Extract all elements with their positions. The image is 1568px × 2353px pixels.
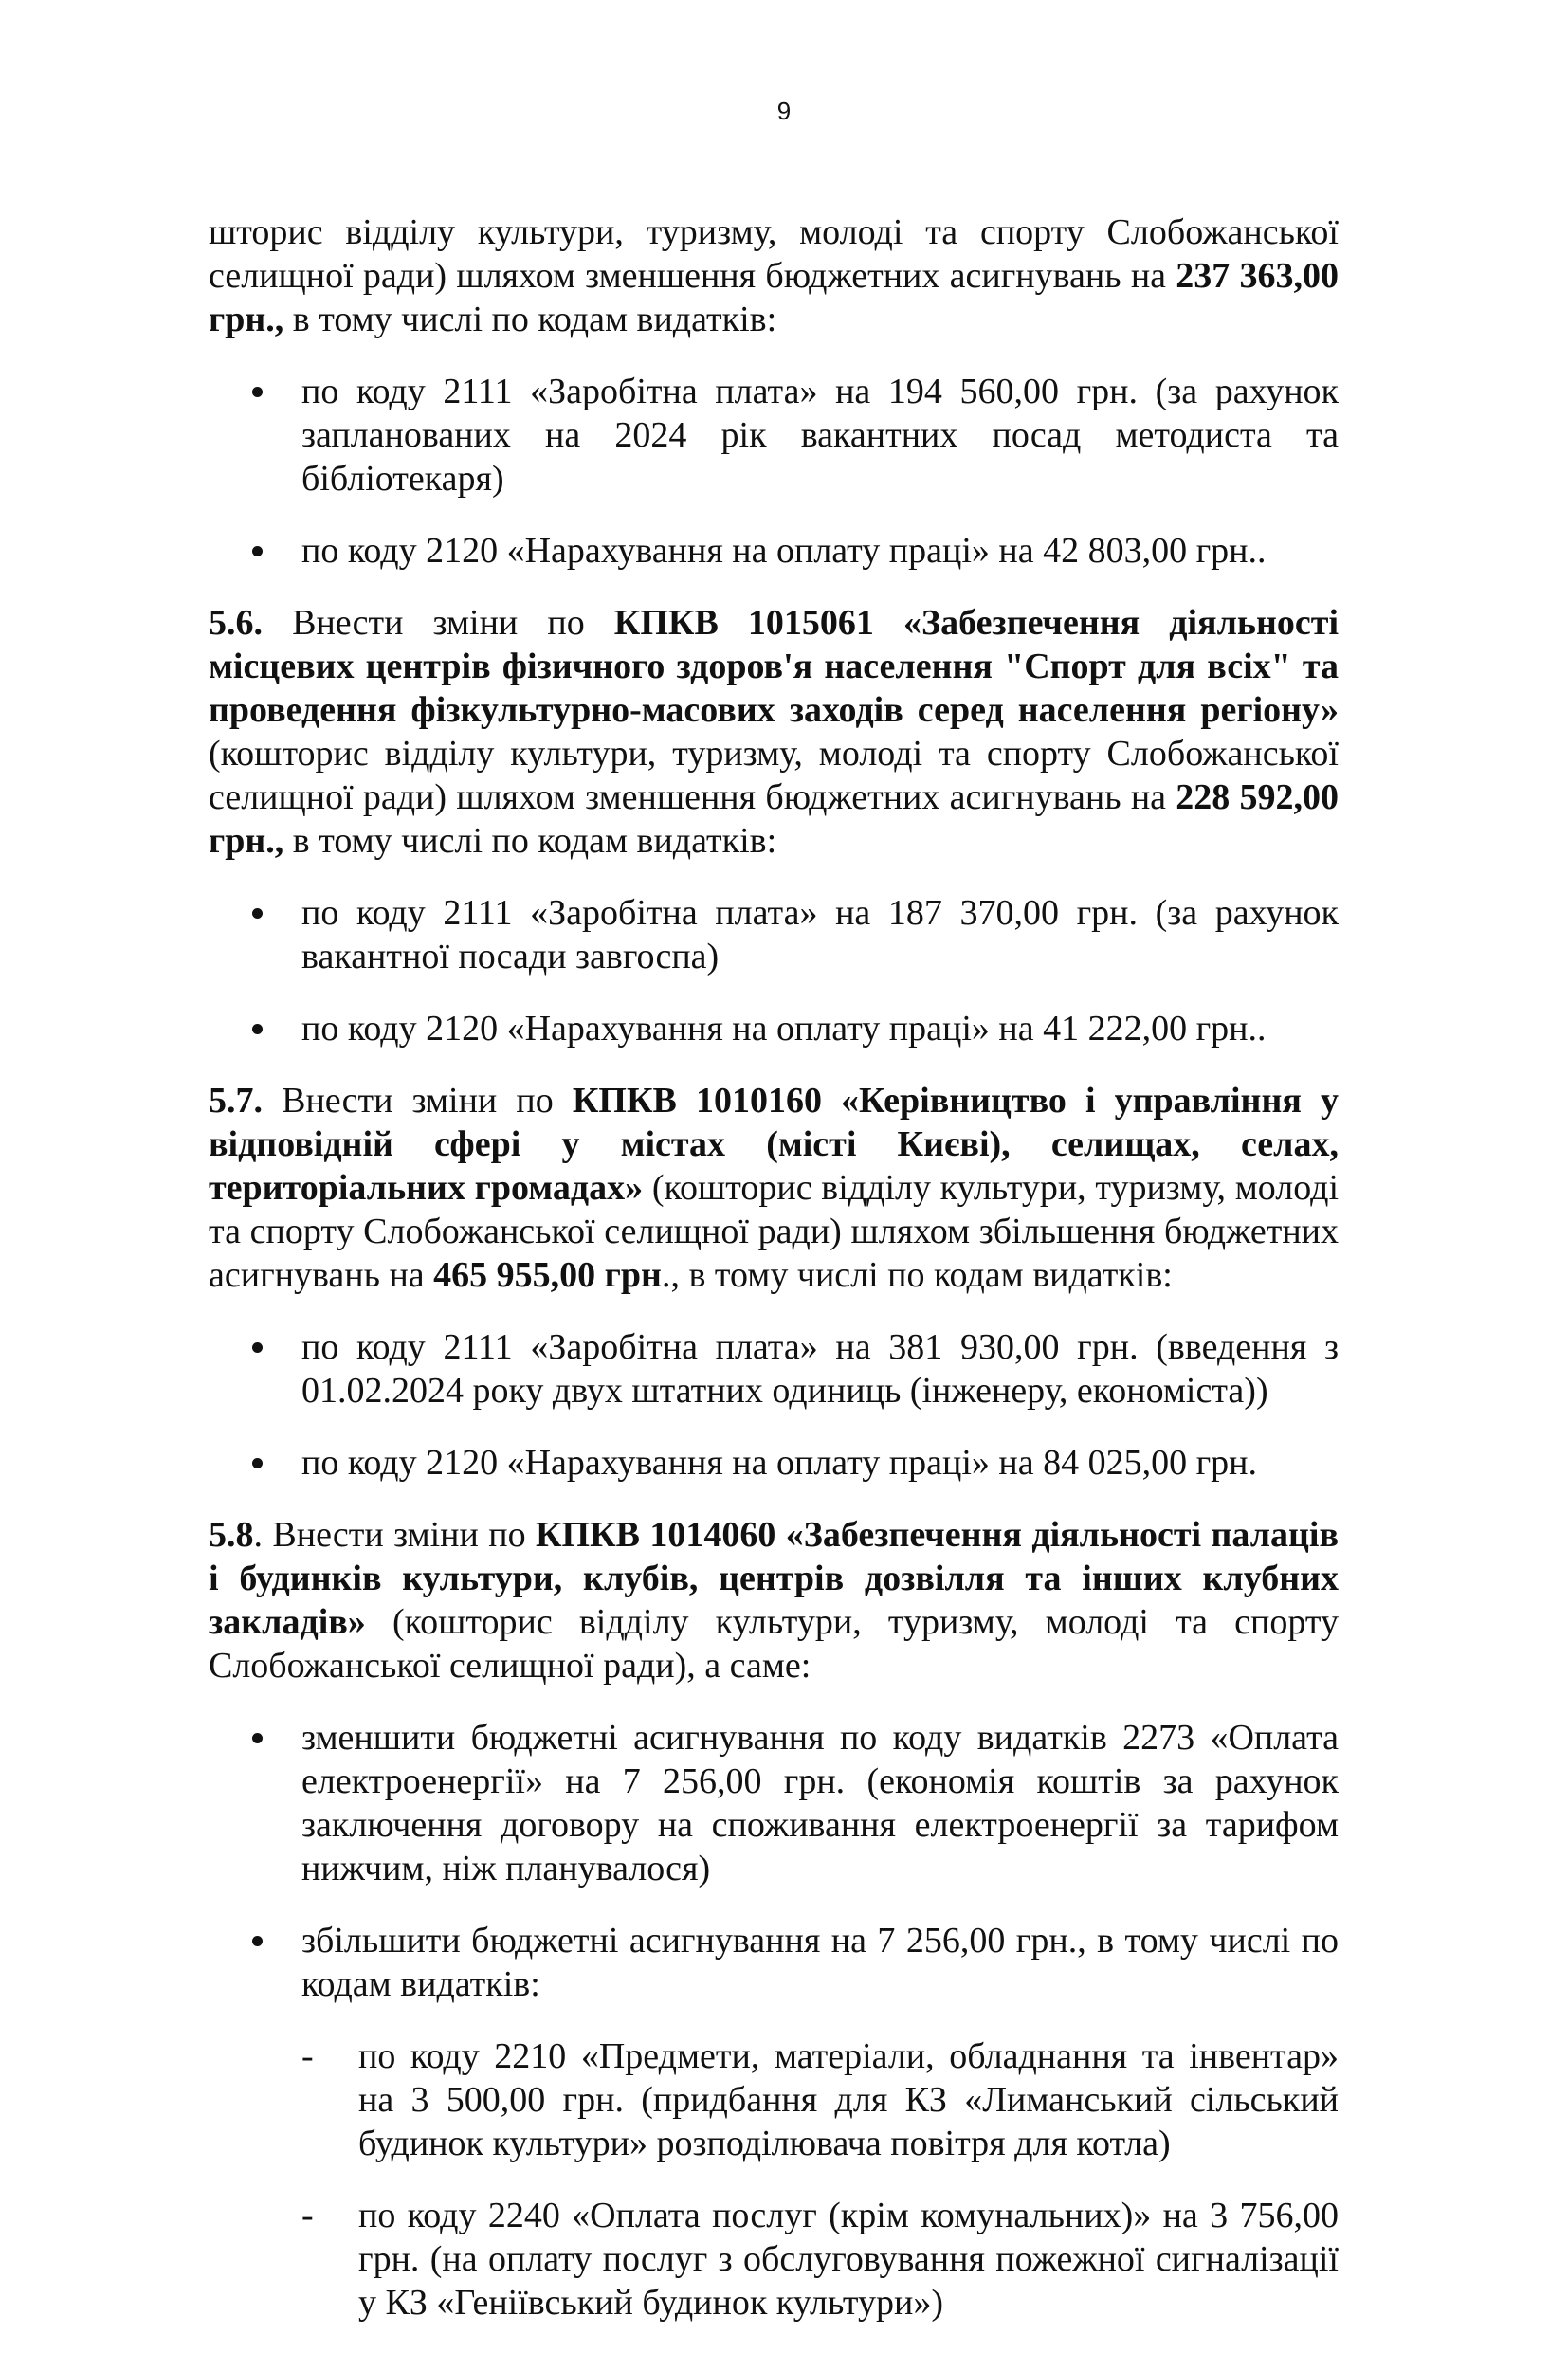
document-body (209, 210, 1339, 2353)
section-kpkv: КПКВ 1015061 «Забезпечення діяльності місцевих центрів фізичного здоров'я населення "Спорт для всіх" та проведення фізкультурно-масових заходів серед населення регіону» (209, 603, 1339, 730)
intro-text: шторис відділу культури, туризму, молоді та спорту Слобожанської селищної ради) шляхом зменшення бюджетних асигнувань на (209, 212, 1339, 296)
section-amount: 228 592,00 грн., (209, 777, 1340, 861)
intro-text-end: в тому числі по кодам видатків: (283, 300, 777, 339)
list-item-text: по коду 2120 «Нарахування на оплату праці» на 42 803,00 грн.. (301, 531, 1267, 571)
section-number: 5.6. (209, 603, 263, 643)
section-number: 5.7. (209, 1081, 263, 1121)
section-lead: Внести зміни по (263, 603, 614, 643)
list-item-text: по коду 2111 «Заробітна плата» на 194 560,00 грн. (за рахунок запланованих на 2024 рік вакантних посад методиста та бібліотекаря) (301, 372, 1339, 499)
section-text-end: в тому числі по кодам видатків: (283, 821, 777, 861)
section-kpkv: КПКВ 1014060 «Забезпечення діяльності палаців і будинків культури, клубів, центрів дозвілля та інших клубних закладів» (209, 1515, 1339, 1642)
bullet-icon (252, 546, 263, 556)
section-text-end: ., в тому числі по кодам видатків: (661, 1255, 1173, 1295)
intro-paragraph (209, 210, 1339, 341)
section-5-8-bullet-list (209, 1716, 1339, 2325)
list-item (209, 370, 1339, 501)
section-5-7-bullet-list (209, 1325, 1339, 1485)
sub-list-item (301, 2034, 1339, 2165)
section-5-8-paragraph (209, 1513, 1339, 1687)
sub-list-item-text: по коду 2240 «Оплата послуг (крім комунальних)» на 3 756,00 грн. (на оплату послуг з обслуговування пожежної сигналізації у КЗ «Геніївський будинок культури») (358, 2196, 1339, 2323)
list-item-text: по коду 2111 «Заробітна плата» на 381 930,00 грн. (введення з 01.02.2024 року двух штатних одиниць (інженеру, економіста)) (301, 1327, 1339, 1411)
list-item-text: зменшити бюджетні асигнування по коду видатків 2273 «Оплата електроенергії» на 7 256,00 грн. (економія коштів за рахунок заключення договору на споживання електроенергії за тарифом нижчим, ніж планувалося) (301, 1718, 1339, 1888)
bullet-icon (252, 1024, 263, 1034)
list-item (209, 1007, 1339, 1050)
intro-amount: 237 363,00 грн., (209, 256, 1340, 339)
bullet-icon (252, 1458, 263, 1468)
bullet-icon (252, 1342, 263, 1353)
list-item-text: по коду 2120 «Нарахування на оплату праці» на 84 025,00 грн. (301, 1443, 1258, 1483)
bullet-icon (252, 908, 263, 919)
section-number: 5.8 (209, 1515, 254, 1555)
list-item (209, 891, 1339, 978)
section-lead: . Внести зміни по (253, 1515, 536, 1555)
section-text: (кошторис відділу культури, туризму, молоді та спорту Слобожанської селищної ради) шляхом збільшення бюджетних асигнувань на (209, 1168, 1340, 1295)
section-text: (кошторис відділу культури, туризму, молоді та спорту Слобожанської селищної ради) шляхом зменшення бюджетних асигнувань на (209, 734, 1339, 817)
list-item (209, 529, 1339, 573)
section-text: (кошторис відділу культури, туризму, молоді та спорту Слобожанської селищної ради), а саме: (209, 1602, 1339, 1686)
list-item (209, 1441, 1339, 1485)
sub-item-list (301, 2034, 1339, 2325)
intro-bullet-list (209, 370, 1339, 573)
bullet-icon (252, 387, 263, 397)
bullet-icon (252, 1733, 263, 1743)
section-5-6-bullet-list (209, 891, 1339, 1050)
list-item-text: по коду 2111 «Заробітна плата» на 187 370,00 грн. (за рахунок вакантної посади завгоспа) (301, 893, 1339, 976)
sub-list-item (301, 2194, 1339, 2325)
list-item (209, 1919, 1339, 2325)
list-item (209, 1325, 1339, 1413)
bullet-icon (252, 1936, 263, 1946)
section-5-6-paragraph (209, 601, 1339, 863)
section-lead: Внести зміни по (263, 1081, 573, 1121)
sub-list-item-text: по коду 2210 «Предмети, матеріали, обладнання та інвентар» на 3 500,00 грн. (придбання для КЗ «Лиманський сільський будинок культури» розподілювача повітря для котла) (358, 2036, 1339, 2163)
page-number: 9 (776, 97, 792, 125)
section-kpkv: КПКВ 1010160 «Керівництво і управління у відповідній сфері у містах (місті Києві), селищах, селах, територіальних громадах» (209, 1081, 1340, 1208)
section-5-7-paragraph (209, 1079, 1339, 1297)
list-item-text: по коду 2120 «Нарахування на оплату праці» на 41 222,00 грн.. (301, 1009, 1267, 1049)
list-item (209, 1716, 1339, 1890)
dash-icon: - (301, 2036, 314, 2076)
dash-icon: - (301, 2196, 314, 2235)
section-amount: 465 955,00 грн (433, 1255, 662, 1295)
list-item-text: збільшити бюджетні асигнування на 7 256,00 грн., в тому числі по кодам видатків: (301, 1921, 1339, 2004)
